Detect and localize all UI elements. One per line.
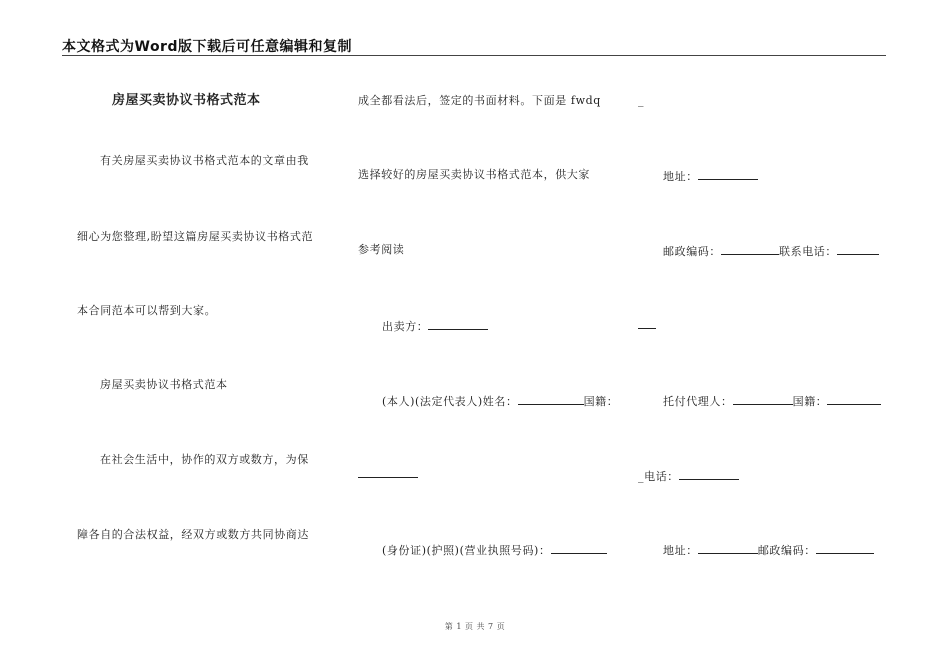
nationality-label: 国籍： — [583, 395, 619, 408]
agent-phone-blank — [679, 468, 739, 480]
page-number-footer: 第 1 页 共 7 页 — [444, 622, 506, 631]
paragraph-line: 本合同范本可以帮到大家。 — [77, 304, 217, 317]
agent-postcode-label: 邮政编码： — [757, 544, 816, 557]
paragraph-line: 有关房屋买卖协议书格式范本的文章由我 — [100, 154, 309, 167]
agent-address-field — [663, 542, 874, 558]
section-heading: 房屋买卖协议书格式范本 — [100, 378, 228, 391]
address-label: 地址： — [663, 170, 698, 183]
nationality-blank — [358, 466, 418, 478]
name-label: (本人)(法定代表人)姓名： — [382, 395, 518, 408]
name-blank — [518, 393, 584, 405]
seller-field — [382, 318, 488, 334]
header-divider — [62, 55, 886, 56]
seller-name-field — [382, 393, 618, 409]
address-blank — [698, 168, 758, 180]
agent-address-label: 地址： — [663, 544, 698, 557]
postcode-label: 邮政编码： — [663, 245, 721, 258]
phone-label: 联系电话： — [779, 245, 837, 258]
document-header-title: 本文格式为Word版下载后可任意编辑和复制 — [62, 39, 352, 55]
paragraph-line: 参考阅读 — [358, 243, 405, 256]
seller-label: 出卖方： — [382, 320, 429, 333]
phone-blank — [837, 243, 879, 255]
paragraph-line: 障各自的合法权益，经双方或数方共同协商达 — [77, 528, 309, 541]
phone-blank-continued — [638, 317, 656, 329]
agent-nationality-blank — [827, 393, 881, 405]
id-label: (身份证)(护照)(营业执照号码)： — [382, 544, 551, 557]
paragraph-line: 细心为您整理,盼望这篇房屋买卖协议书格式范 — [77, 230, 314, 243]
agent-label: 托付代理人： — [663, 395, 733, 408]
agent-address-blank — [698, 542, 758, 554]
postcode-blank — [721, 243, 779, 255]
id-blank — [551, 542, 607, 554]
agent-blank — [733, 393, 793, 405]
address-field — [663, 168, 758, 184]
agent-field — [663, 393, 881, 409]
paragraph-line: 在社会生活中，协作的双方或数方，为保 — [100, 453, 309, 466]
document-title: 房屋买卖协议书格式范本 — [112, 93, 261, 108]
continuation-underscore: _ — [638, 94, 645, 107]
paragraph-line: 成全都看法后，签定的书面材料。下面是 fwdq — [358, 94, 601, 107]
agent-postcode-blank — [816, 542, 874, 554]
paragraph-line: 选择较好的房屋买卖协议书格式范本，供大家 — [358, 168, 590, 181]
id-field — [382, 542, 607, 558]
agent-phone-label: _电话： — [638, 470, 679, 483]
seller-blank — [428, 318, 488, 330]
postcode-phone-field — [663, 243, 879, 259]
agent-nationality-label: 国籍： — [792, 395, 828, 408]
agent-phone-field — [638, 468, 739, 484]
